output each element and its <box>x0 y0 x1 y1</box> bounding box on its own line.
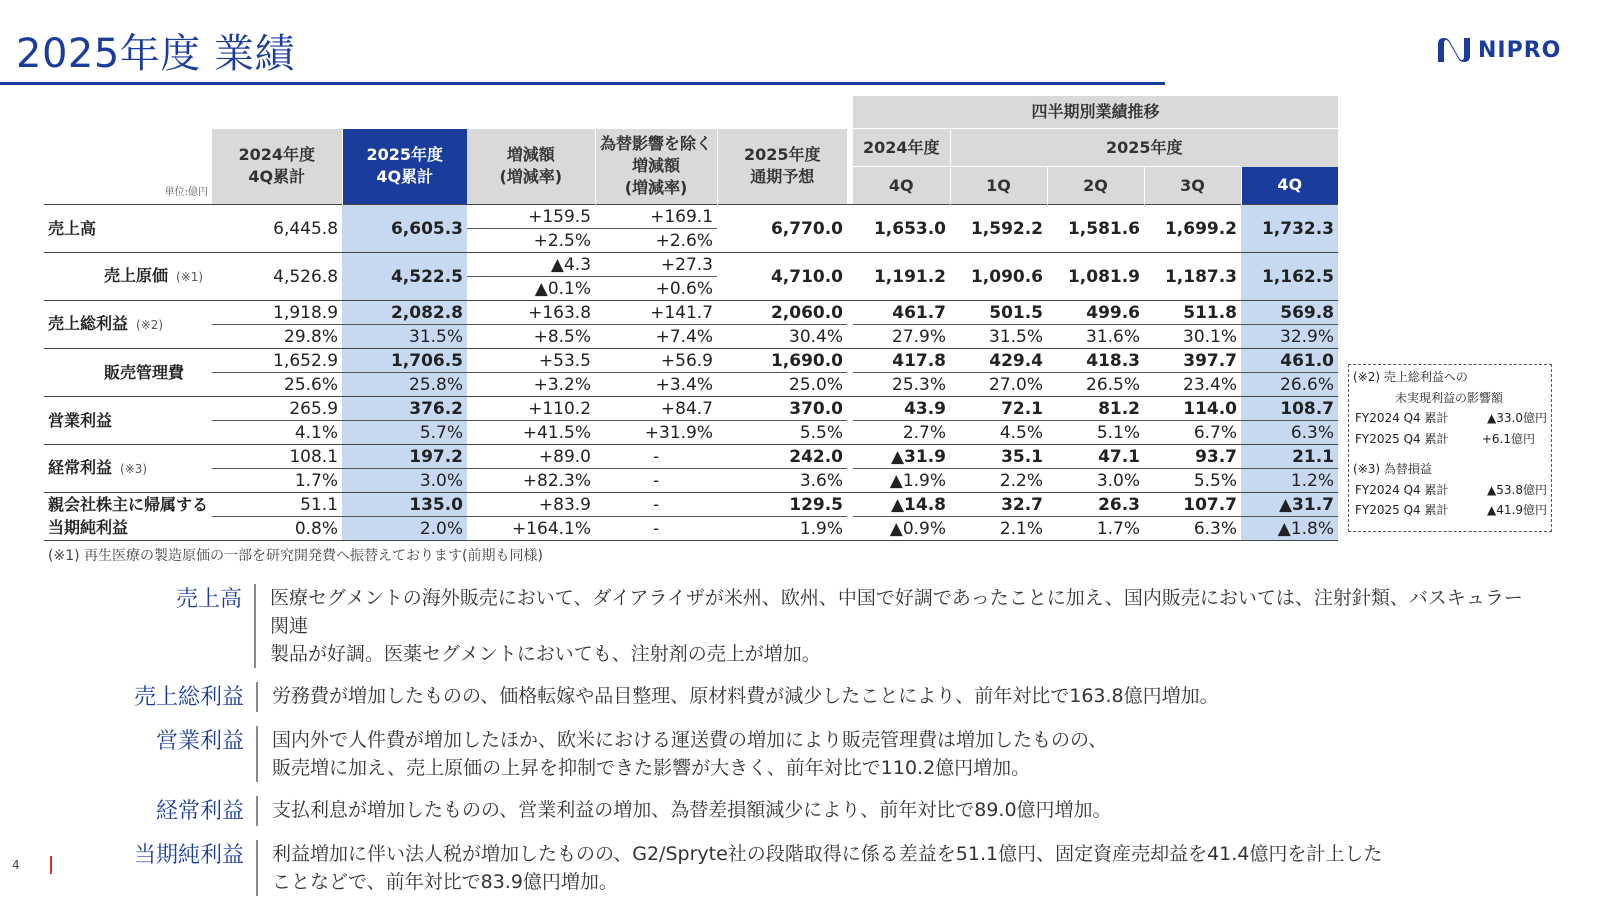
comment-sales-text <box>256 584 1540 668</box>
comment-net-label: 当期純利益 <box>133 843 244 868</box>
op-fy2025-pct: 5.7% <box>342 421 467 445</box>
note3-fy2024-value: ▲53.8億円 <box>1487 482 1547 497</box>
gross-q-2q-pct: 31.6% <box>1086 326 1141 347</box>
col-fy2024-line1: 2024年度 <box>238 145 316 165</box>
q-2024-4q-header: 4Q <box>853 167 950 205</box>
comment-op <box>120 726 1540 782</box>
net-q-4q: ▲31.7 <box>1241 493 1338 517</box>
note2-fy2024-row <box>1353 408 1547 429</box>
sales-q-3q: 1,699.2 <box>1164 218 1238 239</box>
ord-q-3q-pct: 5.5% <box>1193 470 1238 491</box>
op-chg: +110.2 <box>467 397 595 421</box>
cogs-chg-fx-pct: +0.6% <box>655 278 714 299</box>
sga-q-3q: 397.7 <box>1144 349 1241 373</box>
col-change-fx-line3: (増減率) <box>624 178 688 198</box>
cogs-q-4q: 1,162.5 <box>1241 253 1338 301</box>
op-fy2024: 265.9 <box>212 397 342 421</box>
ord-q-2q: 47.1 <box>1047 445 1144 469</box>
comment-net <box>120 840 1540 896</box>
page-title: 2025年度 業績 <box>16 31 296 77</box>
ord-fy2025: 197.2 <box>342 445 467 469</box>
quarterly-title: 四半期別業績推移 <box>853 96 1338 129</box>
row-net-label: 親会社株主に帰属する <box>48 494 209 514</box>
note3-fy2025-value: ▲41.9億円 <box>1487 503 1547 517</box>
row-sga-label <box>44 349 212 397</box>
gross-chg-pct: +8.5% <box>533 326 592 347</box>
note3-fy2024-row <box>1353 480 1547 501</box>
sga-q-1q: 429.4 <box>950 349 1047 373</box>
ord-q-2q-pct: 3.0% <box>1096 470 1141 491</box>
sales-forecast: 6,770.0 <box>770 218 844 239</box>
row-net-label2: 当期純利益 <box>48 518 129 538</box>
net-q-4q-pct: ▲1.8% <box>1241 517 1338 541</box>
sga-q-4q-pct: 26.6% <box>1241 373 1338 397</box>
gross-q-1q: 501.5 <box>950 301 1047 325</box>
q-3q-header: 3Q <box>1144 167 1241 205</box>
net-chg-fx-pct: - <box>652 518 660 539</box>
cogs-chg: ▲4.3 <box>467 253 595 277</box>
note2-fy2025-label: FY2025 Q4 累計 <box>1355 431 1449 446</box>
row-cogs-label-text: 売上原価 <box>104 266 169 285</box>
net-fy2024: 51.1 <box>212 493 342 517</box>
col-forecast-header <box>717 129 847 205</box>
ord-q-4q: 21.1 <box>1241 445 1338 469</box>
net-q-2q-pct: 1.7% <box>1096 518 1141 539</box>
sga-chg-fx: +56.9 <box>595 349 717 373</box>
op-q-2q: 81.2 <box>1047 397 1144 421</box>
gross-q-4q: 569.8 <box>1241 301 1338 325</box>
col-change-line1: 増減額 <box>506 145 555 165</box>
comment-sales-line1: 医療セグメントの海外販売において、ダイアライザが米州、欧州、中国で好調であったことに加え、国内販売においては、注射針類、バスキュラー関連 <box>269 587 1523 637</box>
page-marker <box>50 856 52 874</box>
comment-op-label: 営業利益 <box>155 729 244 754</box>
row-sales-label-text: 売上高 <box>48 218 97 238</box>
sales-q-2q: 1,581.6 <box>1067 218 1141 239</box>
op-fy2025: 376.2 <box>342 397 467 421</box>
col-change-fx-header <box>595 129 717 205</box>
sga-q-3q-pct: 23.4% <box>1183 374 1238 395</box>
cogs-q-3q: 1,187.3 <box>1164 266 1238 287</box>
net-forecast: 129.5 <box>717 493 847 517</box>
ord-chg-fx: - <box>595 445 717 469</box>
cogs-chg-fx: +27.3 <box>595 253 717 277</box>
op-forecast-pct: 5.5% <box>799 422 844 443</box>
ord-forecast: 242.0 <box>717 445 847 469</box>
col-change-line2: (増減率) <box>499 167 563 187</box>
sga-fy2024-pct: 25.6% <box>284 374 339 395</box>
op-fy2024-pct: 4.1% <box>294 422 339 443</box>
net-chg-pct: +164.1% <box>511 518 592 539</box>
op-q-2024-4q: 43.9 <box>853 397 950 421</box>
ord-fy2024: 108.1 <box>212 445 342 469</box>
gross-q-2q: 499.6 <box>1047 301 1144 325</box>
row-gross-label <box>44 301 212 349</box>
unit-label: 単位:億円 <box>164 187 209 198</box>
net-q-2024-4q-pct: ▲0.9% <box>889 518 947 539</box>
sga-q-1q-pct: 27.0% <box>989 374 1044 395</box>
net-q-1q: 32.7 <box>950 493 1047 517</box>
gross-q-1q-pct: 31.5% <box>989 326 1044 347</box>
col-fy2025-header <box>342 129 467 205</box>
net-q-3q: 107.7 <box>1144 493 1241 517</box>
footnote: (※1) 再生医療の製造原価の一部を研究開発費へ振替えております(前期も同様) <box>48 548 543 564</box>
op-chg-pct: +41.5% <box>522 422 592 443</box>
sga-q-2q-pct: 26.5% <box>1086 374 1141 395</box>
col-forecast-line2: 通期予想 <box>750 167 815 187</box>
op-q-4q-pct: 6.3% <box>1241 421 1338 445</box>
col-fy2024-header <box>212 129 342 205</box>
comment-sales <box>120 584 1540 668</box>
cogs-q-1q: 1,090.6 <box>970 266 1044 287</box>
nipro-logo-icon <box>1436 36 1472 64</box>
col-fy2024-line2: 4Q累計 <box>248 167 306 187</box>
sga-forecast: 1,690.0 <box>717 349 847 373</box>
q-2q-header: 2Q <box>1047 167 1144 205</box>
note3-fy2024-label: FY2024 Q4 累計 <box>1355 482 1449 497</box>
sga-forecast-pct: 25.0% <box>789 374 844 395</box>
ord-forecast-pct: 3.6% <box>799 470 844 491</box>
row-op-label-text: 営業利益 <box>48 410 113 430</box>
ord-q-2024-4q: ▲31.9 <box>853 445 950 469</box>
q-1q-header: 1Q <box>950 167 1047 205</box>
col-change-fx-line1: 為替影響を除く <box>600 134 713 154</box>
gross-forecast-pct: 30.4% <box>789 326 844 347</box>
q-4q-header: 4Q <box>1241 167 1338 205</box>
col-fy2025-line2: 4Q累計 <box>376 167 434 187</box>
q-2024-header: 2024年度 <box>853 129 950 167</box>
op-q-1q: 72.1 <box>950 397 1047 421</box>
row-sales-label <box>44 205 212 253</box>
comment-ord <box>120 796 1540 826</box>
note2-title: (※2) 売上総利益への <box>1353 370 1468 384</box>
sga-fy2025-pct: 25.8% <box>342 373 467 397</box>
col-fy2025-line1: 2025年度 <box>366 145 444 165</box>
note2-title2: 未実現利益の影響額 <box>1395 390 1504 405</box>
net-q-3q-pct: 6.3% <box>1193 518 1238 539</box>
sales-q-1q: 1,592.2 <box>970 218 1044 239</box>
row-ord-note: (※3) <box>120 462 148 476</box>
net-fy2025-pct: 2.0% <box>342 517 467 541</box>
note3-fy2025-label: FY2025 Q4 累計 <box>1355 503 1449 517</box>
cogs-q-2024-4q: 1,191.2 <box>873 266 947 287</box>
results-table <box>44 96 1338 541</box>
comment-ord-text <box>258 796 1112 826</box>
row-cogs-note: (※1) <box>176 270 204 284</box>
note2-fy2025-value: +6.1億円 <box>1481 431 1535 446</box>
net-fy2025: 135.0 <box>342 493 467 517</box>
comment-gross-label: 売上総利益 <box>133 685 244 710</box>
sga-chg: +53.5 <box>467 349 595 373</box>
gross-fy2025: 2,082.8 <box>342 301 467 325</box>
gross-forecast: 2,060.0 <box>717 301 847 325</box>
nipro-logo <box>1436 36 1561 64</box>
row-gross-label-text: 売上総利益 <box>48 314 129 333</box>
cogs-forecast: 4,710.0 <box>770 266 844 287</box>
comment-ord-label: 経常利益 <box>155 799 244 824</box>
sales-chg-fx: +169.1 <box>595 205 717 229</box>
comment-sales-label: 売上高 <box>175 587 242 612</box>
gross-chg-fx-pct: +7.4% <box>655 326 714 347</box>
op-q-3q-pct: 6.7% <box>1193 422 1238 443</box>
q-2025-header: 2025年度 <box>950 129 1338 167</box>
gross-fy2024-pct: 29.8% <box>284 326 339 347</box>
sales-chg: +159.5 <box>467 205 595 229</box>
row-cogs-label <box>44 253 212 301</box>
net-q-2024-4q: ▲14.8 <box>853 493 950 517</box>
logo-text: NIPRO <box>1478 37 1562 63</box>
op-q-4q: 108.7 <box>1241 397 1338 421</box>
gross-chg: +163.8 <box>467 301 595 325</box>
ord-q-3q: 93.7 <box>1144 445 1241 469</box>
cogs-fy2024: 4,526.8 <box>273 266 339 287</box>
comment-op-line2: 販売増に加え、売上原価の上昇を抑制できた影響が大きく、前年対比で110.2億円増加。 <box>272 757 1031 779</box>
net-chg: +83.9 <box>467 493 595 517</box>
sga-q-4q: 461.0 <box>1241 349 1338 373</box>
cogs-q-2q: 1,081.9 <box>1067 266 1141 287</box>
op-forecast: 370.0 <box>717 397 847 421</box>
sales-fy2025: 6,605.3 <box>342 205 467 253</box>
op-chg-fx: +84.7 <box>595 397 717 421</box>
net-chg-fx: - <box>595 493 717 517</box>
sga-q-2024-4q: 417.8 <box>853 349 950 373</box>
comment-op-line1: 国内外で人件費が増加したほか、欧米における運送費の増加により販売管理費は増加したものの、 <box>272 729 1108 751</box>
sales-fy2024: 6,445.8 <box>273 218 339 239</box>
sga-q-2024-4q-pct: 25.3% <box>892 374 947 395</box>
gross-q-3q: 511.8 <box>1144 301 1241 325</box>
gross-q-2024-4q: 461.7 <box>853 301 950 325</box>
net-fy2024-pct: 0.8% <box>294 518 339 539</box>
row-op-label <box>44 397 212 445</box>
ord-q-1q-pct: 2.2% <box>999 470 1044 491</box>
op-q-3q: 114.0 <box>1144 397 1241 421</box>
cogs-fy2025: 4,522.5 <box>342 253 467 301</box>
note2-fy2025-row <box>1353 429 1547 450</box>
ord-fy2025-pct: 3.0% <box>342 469 467 493</box>
row-sga-label-text: 販売管理費 <box>104 362 185 382</box>
note2-fy2024-value: ▲33.0億円 <box>1487 411 1547 425</box>
op-q-2024-4q-pct: 2.7% <box>902 422 947 443</box>
gross-chg-fx: +141.7 <box>595 301 717 325</box>
gross-fy2025-pct: 31.5% <box>342 325 467 349</box>
gross-q-3q-pct: 30.1% <box>1183 326 1238 347</box>
cogs-chg-pct: ▲0.1% <box>534 278 592 299</box>
comment-gross <box>120 682 1540 712</box>
net-forecast-pct: 1.9% <box>799 518 844 539</box>
comment-op-text <box>258 726 1107 782</box>
gross-q-2024-4q-pct: 27.9% <box>892 326 947 347</box>
comment-gross-line1: 労務費が増加したものの、価格転嫁や品目整理、原材料費が減少したことにより、前年対比で163.8億円増加。 <box>272 685 1219 707</box>
gross-q-4q-pct: 32.9% <box>1241 325 1338 349</box>
row-gross-note: (※2) <box>136 318 164 332</box>
notes-box <box>1348 364 1552 532</box>
sga-chg-fx-pct: +3.4% <box>655 374 714 395</box>
comments-section <box>120 584 1540 910</box>
ord-q-1q: 35.1 <box>950 445 1047 469</box>
title-rule <box>0 82 1165 85</box>
op-q-2q-pct: 5.1% <box>1096 422 1141 443</box>
net-q-1q-pct: 2.1% <box>999 518 1044 539</box>
op-chg-fx-pct: +31.9% <box>644 422 714 443</box>
col-change-fx-line2: 増減額 <box>632 156 681 176</box>
ord-chg-pct: +82.3% <box>522 470 592 491</box>
op-q-1q-pct: 4.5% <box>999 422 1044 443</box>
sales-chg-pct: +2.5% <box>533 230 592 251</box>
note3-title: (※3) 為替損益 <box>1353 462 1432 476</box>
sales-q-2024-4q: 1,653.0 <box>873 218 947 239</box>
sga-fy2025: 1,706.5 <box>342 349 467 373</box>
net-q-2q: 26.3 <box>1047 493 1144 517</box>
comment-net-line1: 利益増加に伴い法人税が増加したものの、G2/Spryte社の段階取得に係る差益を51.1億円、固定資産売却益を41.4億円を計上した <box>272 843 1383 865</box>
comment-gross-text <box>258 682 1219 712</box>
ord-q-4q-pct: 1.2% <box>1241 469 1338 493</box>
ord-chg-fx-pct: - <box>652 470 660 491</box>
comment-net-text <box>258 840 1382 896</box>
ord-q-2024-4q-pct: ▲1.9% <box>889 470 947 491</box>
gross-fy2024: 1,918.9 <box>212 301 342 325</box>
row-ord-label-text: 経常利益 <box>48 458 113 477</box>
col-change-header <box>467 129 595 205</box>
sga-q-2q: 418.3 <box>1047 349 1144 373</box>
note3-fy2025-row <box>1353 500 1547 521</box>
col-forecast-line1: 2025年度 <box>743 145 821 165</box>
ord-fy2024-pct: 1.7% <box>294 470 339 491</box>
ord-chg: +89.0 <box>467 445 595 469</box>
sales-q-4q: 1,732.3 <box>1241 205 1338 253</box>
comment-ord-line1: 支払利息が増加したものの、営業利益の増加、為替差損額減少により、前年対比で89.0億円増加。 <box>272 799 1112 821</box>
comment-sales-line2: 製品が好調。医薬セグメントにおいても、注射剤の売上が増加。 <box>269 643 821 665</box>
page-number: 4 <box>12 858 20 872</box>
sales-chg-fx-pct: +2.6% <box>655 230 714 251</box>
note2-fy2024-label: FY2024 Q4 累計 <box>1355 411 1449 425</box>
row-ord-label <box>44 445 212 493</box>
sga-chg-pct: +3.2% <box>533 374 592 395</box>
sga-fy2024: 1,652.9 <box>212 349 342 373</box>
comment-net-line2: ことなどで、前年対比で83.9億円増加。 <box>272 871 618 893</box>
